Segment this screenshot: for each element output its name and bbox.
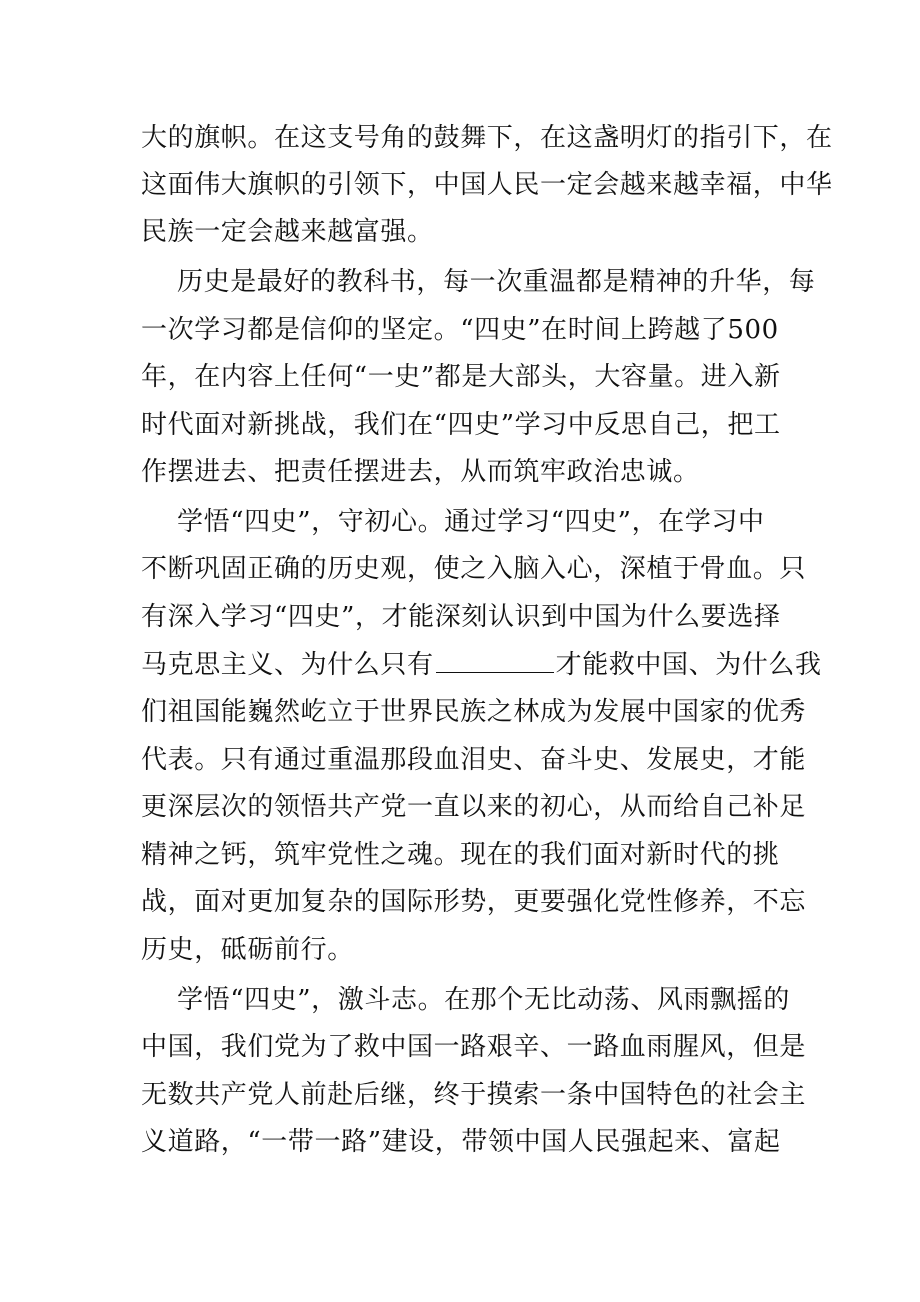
text-line: 义道路，“一带一路”建设，带领中国人民强起来、富起: [141, 1127, 781, 1157]
text-line: 无数共产党人前赴后继，终于摸索一条中国特色的社会主: [141, 1080, 807, 1110]
text-line: 作摆进去、把责任摆进去，从而筑牢政治忠诚。: [141, 457, 700, 487]
text-segment: 马克思主义、为什么只有: [141, 650, 434, 680]
text-line: 学悟“四史”，守初心。通过学习“四史”，在学习中: [177, 507, 765, 537]
text-line: 大的旗帜。在这支号角的鼓舞下，在这盏明灯的指引下，在: [141, 123, 833, 153]
text-segment: 才能救中国、为什么我: [555, 650, 822, 680]
fill-in-blank: [436, 646, 554, 673]
text-line: 时代面对新挑战，我们在“四史”学习中反思自己，把工: [141, 410, 781, 440]
text-line: 战，面对更加复杂的国际形势，更要强化党性修养，不忘: [141, 887, 807, 917]
text-line: 历史，砥砺前行。: [141, 935, 354, 965]
text-line: 不断巩固正确的历史观，使之入脑入心，深植于骨血。只: [141, 554, 807, 584]
text-line: 精神之钙，筑牢党性之魂。现在的我们面对新时代的挑: [141, 840, 780, 870]
text-line: 历史是最好的教科书，每一次重温都是精神的升华，每: [177, 267, 816, 297]
text-line: 代表。只有通过重温那段血泪史、奋斗史、发展史，才能: [141, 745, 807, 775]
text-line: 这面伟大旗帜的引领下，中国人民一定会越来越幸福，中华: [141, 170, 833, 200]
text-line: 学悟“四史”，激斗志。在那个无比动荡、风雨飘摇的: [177, 985, 790, 1015]
text-line: 民族一定会越来越富强。: [141, 217, 434, 247]
text-line: 更深层次的领悟共产党一直以来的初心，从而给自己补足: [141, 792, 807, 822]
text-line-with-blank: [141, 645, 822, 685]
text-line: 中国，我们党为了救中国一路艰辛、一路血雨腥风，但是: [141, 1032, 807, 1062]
text-line: 有深入学习“四史”，才能深刻认识到中国为什么要选择: [141, 602, 781, 632]
text-line: 们祖国能巍然屹立于世界民族之林成为发展中国家的优秀: [141, 697, 807, 727]
text-line: 一次学习都是信仰的坚定。“四史”在时间上跨越了500: [141, 315, 779, 345]
text-line: 年，在内容上任何“一史”都是大部头，大容量。进入新: [141, 362, 781, 392]
